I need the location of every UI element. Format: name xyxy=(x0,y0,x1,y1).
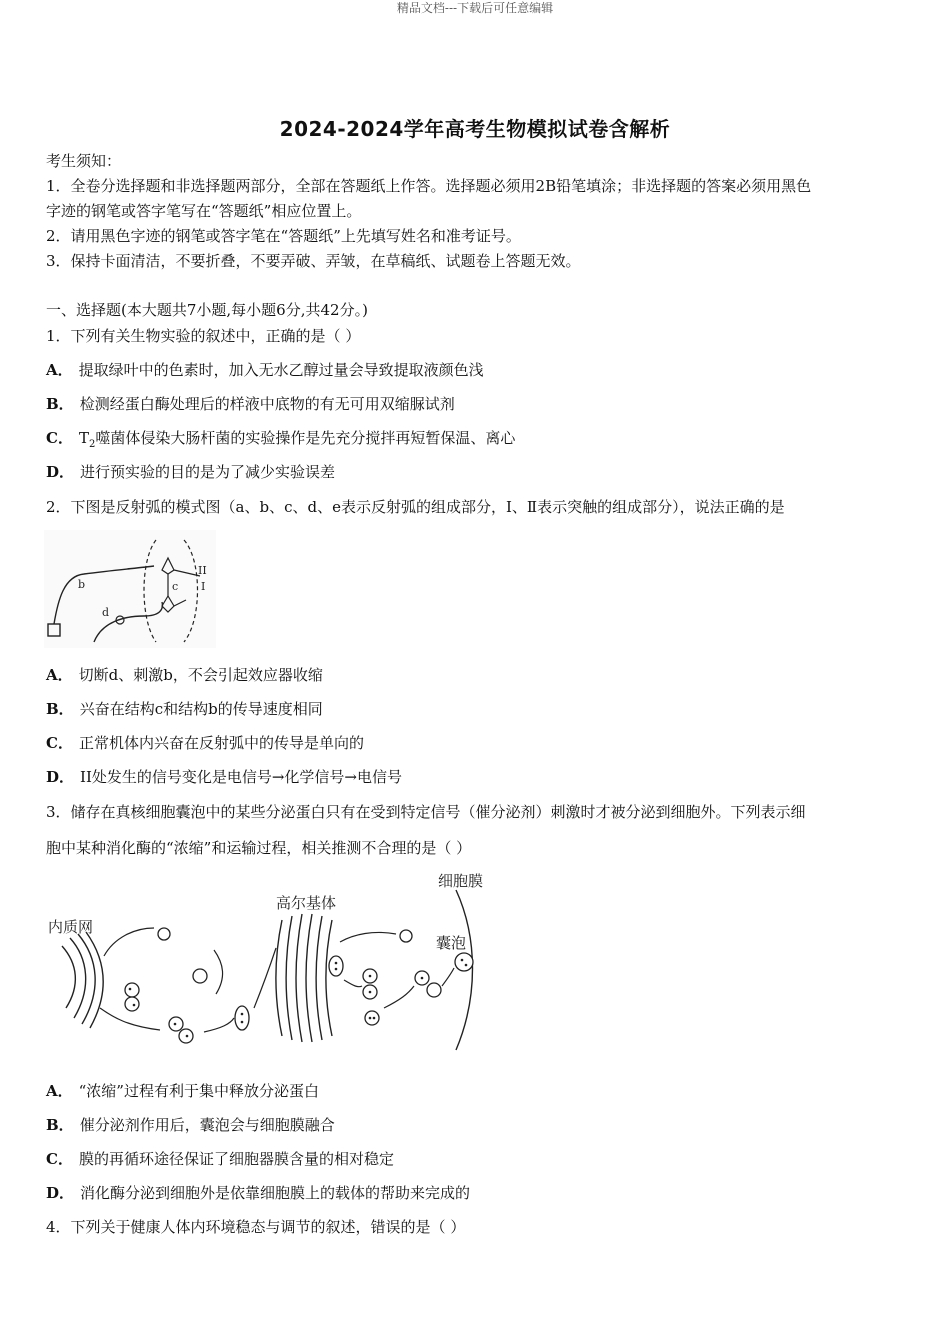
q1-option-c: C． $T_2$噬菌体侵染大肠杆菌的实验操作是先充分搅拌再短暂保温、离心 xyxy=(46,429,516,450)
secretion-process-figure xyxy=(44,868,494,1058)
label-I: I xyxy=(201,580,206,593)
notice-item-3: 3．保持卡面清洁，不要折叠，不要弄破、弄皱，在草稿纸、试题卷上答题无效。 xyxy=(46,252,581,270)
q3-option-b: B． 催分泌剂作用后，囊泡会与细胞膜融合 xyxy=(46,1116,335,1134)
q4-stem: 4．下列关于健康人体内环境稳态与调节的叙述，错误的是（ ） xyxy=(46,1218,466,1236)
q2-option-b: B． 兴奋在结构c和结构b的传导速度相同 xyxy=(46,700,323,718)
notice-heading: 考生须知： xyxy=(46,152,122,170)
q2-option-c: C． 正常机体内兴奋在反射弧中的传导是单向的 xyxy=(46,734,364,752)
endoplasmic-reticulum xyxy=(62,932,103,1028)
notice-item-1b: 字迹的钢笔或答字笔写在“答题纸”相应位置上。 xyxy=(46,202,362,220)
reflex-arc-figure xyxy=(44,530,216,648)
q3-option-c: C． 膜的再循环途径保证了细胞器膜含量的相对稳定 xyxy=(46,1150,394,1168)
page-header: 精品文档---下载后可任意编辑 xyxy=(396,1,554,15)
notice-item-1a: 1．全卷分选择题和非选择题两部分，全部在答题纸上作答。选择题必须用2B铅笔填涂；非选择题的答案必须用黑色 xyxy=(46,177,812,195)
label-golgi: 高尔基体 xyxy=(276,894,337,912)
q1-option-a: A． 提取绿叶中的色素时，加入无水乙醇过量会导致提取液颜色浅 xyxy=(46,361,484,379)
q1-stem: 1．下列有关生物实验的叙述中，正确的是（ ） xyxy=(46,327,361,345)
golgi-apparatus xyxy=(276,914,332,1042)
label-d: d xyxy=(102,606,110,619)
q3-stem-line-2: 胞中某种消化酶的“浓缩”和运输过程，相关推测不合理的是（ ） xyxy=(46,839,472,857)
label-er: 内质网 xyxy=(48,918,94,936)
q1-option-b: B． 检测经蛋白酶处理后的样液中底物的有无可用双缩脲试剂 xyxy=(46,395,455,413)
q3-option-a: A． “浓缩”过程有利于集中释放分泌蛋白 xyxy=(46,1082,319,1100)
q1-option-d: D． 进行预实验的目的是为了减少实验误差 xyxy=(46,463,336,481)
label-vesicle: 囊泡 xyxy=(436,934,467,952)
label-b: b xyxy=(78,578,86,591)
document-title: 2024-2024学年高考生物模拟试卷含解析 xyxy=(279,117,671,141)
label-cell-membrane: 细胞膜 xyxy=(438,872,484,890)
label-c: c xyxy=(172,580,179,593)
label-II: II xyxy=(198,564,207,577)
section-heading: 一、选择题(本大题共7小题,每小题6分,共42分。) xyxy=(46,301,368,319)
q3-stem-line-1: 3．储存在真核细胞囊泡中的某些分泌蛋白只有在受到特定信号（催分泌剂）刺激时才被分泌到细胞外。下列表示细 xyxy=(46,803,806,821)
q2-stem: 2．下图是反射弧的模式图（a、b、c、d、e表示反射弧的组成部分，I、Ⅱ表示突触的组成部分），说法正确的是 xyxy=(46,498,785,516)
q2-option-a: A． 切断d、刺激b，不会引起效应器收缩 xyxy=(46,666,323,684)
notice-item-2: 2．请用黑色字迹的钢笔或答字笔在“答题纸”上先填写姓名和准考证号。 xyxy=(46,227,521,245)
q2-option-d: D． II处发生的信号变化是电信号→化学信号→电信号 xyxy=(46,768,403,786)
q3-option-d: D． 消化酶分泌到细胞外是依靠细胞膜上的载体的帮助来完成的 xyxy=(46,1184,471,1202)
